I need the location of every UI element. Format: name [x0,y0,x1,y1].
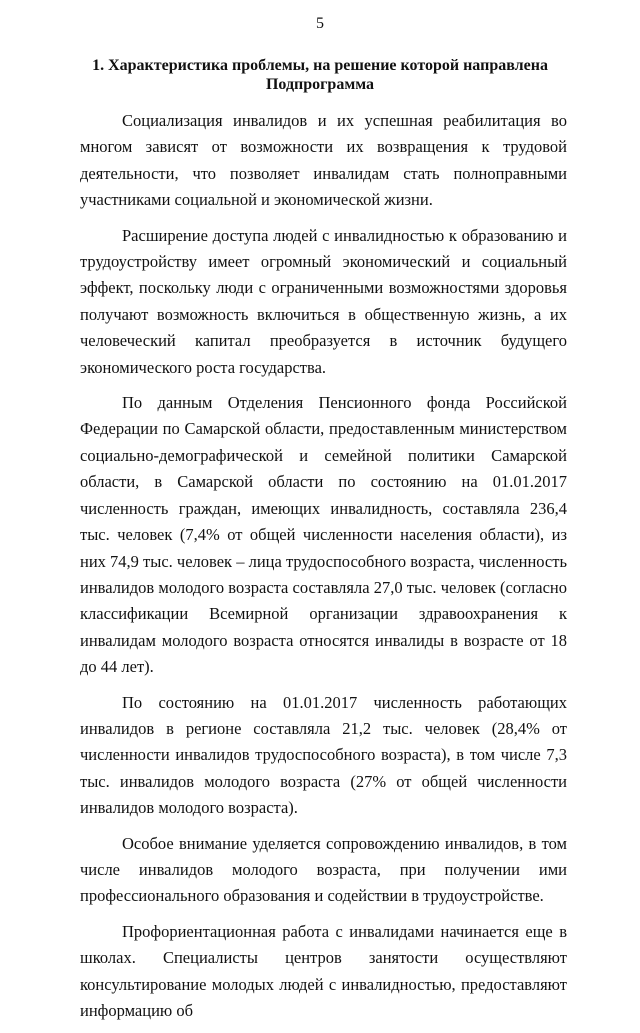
paragraph-special-attention: Особое внимание уделяется сопровождению инвалидов, в том числе инвалидов молодого возраста, при получении ими профессионального образования и содействии в трудоустройстве. [80,833,567,906]
paragraph-socialization: Социализация инвалидов и их успешная реабилитация во многом зависят от возможности их возвращения к трудовой деятельности, что позволяет инвалидам стать полноправными участниками социальной и экономической жизни. [80,111,567,210]
section-title [60,56,580,94]
paragraph-career-guidance: Профориентационная работа с инвалидами начинается еще в школах. Специалисты центров занятости осуществляют консультирование молодых людей с инвалидностью, предоставляют информацию об [80,921,567,1020]
page-number: 5 [316,15,324,32]
body-text [80,108,567,1033]
paragraph-employed-disabled: По состоянию на 01.01.2017 численность работающих инвалидов в регионе составляла 21,2 тыс. человек (28,4% от численности инвалидов трудоспособного возраста), в том числе 7,3 тыс. инвалидов молодого возраста (27% от общей численности инвалидов молодого возраста). [80,692,567,818]
paragraph-pension-fund-data: По данным Отделения Пенсионного фонда Российской Федерации по Самарской области, предоставленным министерством социально-демографической и семейной политики Самарской области, в Самарской области по состоянию на 01.01.2017 численность граждан, имеющих инвалидность, составляла 236,4 тыс. человек (7,4% от общей численности населения области), из них 74,9 тыс. человек – лица трудоспособного возраста, численность инвалидов молодого возраста составляла 27,0 тыс. человек (согласно классификации Всемирной организации здравоохранения к инвалидам молодого возраста относятся инвалиды в возрасте от 18 до 44 лет). [80,393,567,677]
section-title-line-2: Подпрограмма [265,76,375,93]
section-title-line-1: 1. Характеристика проблемы, на решение которой направлена [92,57,548,74]
paragraph-access-expansion: Расширение доступа людей с инвалидностью к образованию и трудоустройству имеет огромный экономический и социальный эффект, поскольку люди с ограниченными возможностями здоровья получают возможность включиться в общественную жизнь, а их человеческий капитал преобразуется в источник будущего экономического роста государства. [80,225,567,377]
